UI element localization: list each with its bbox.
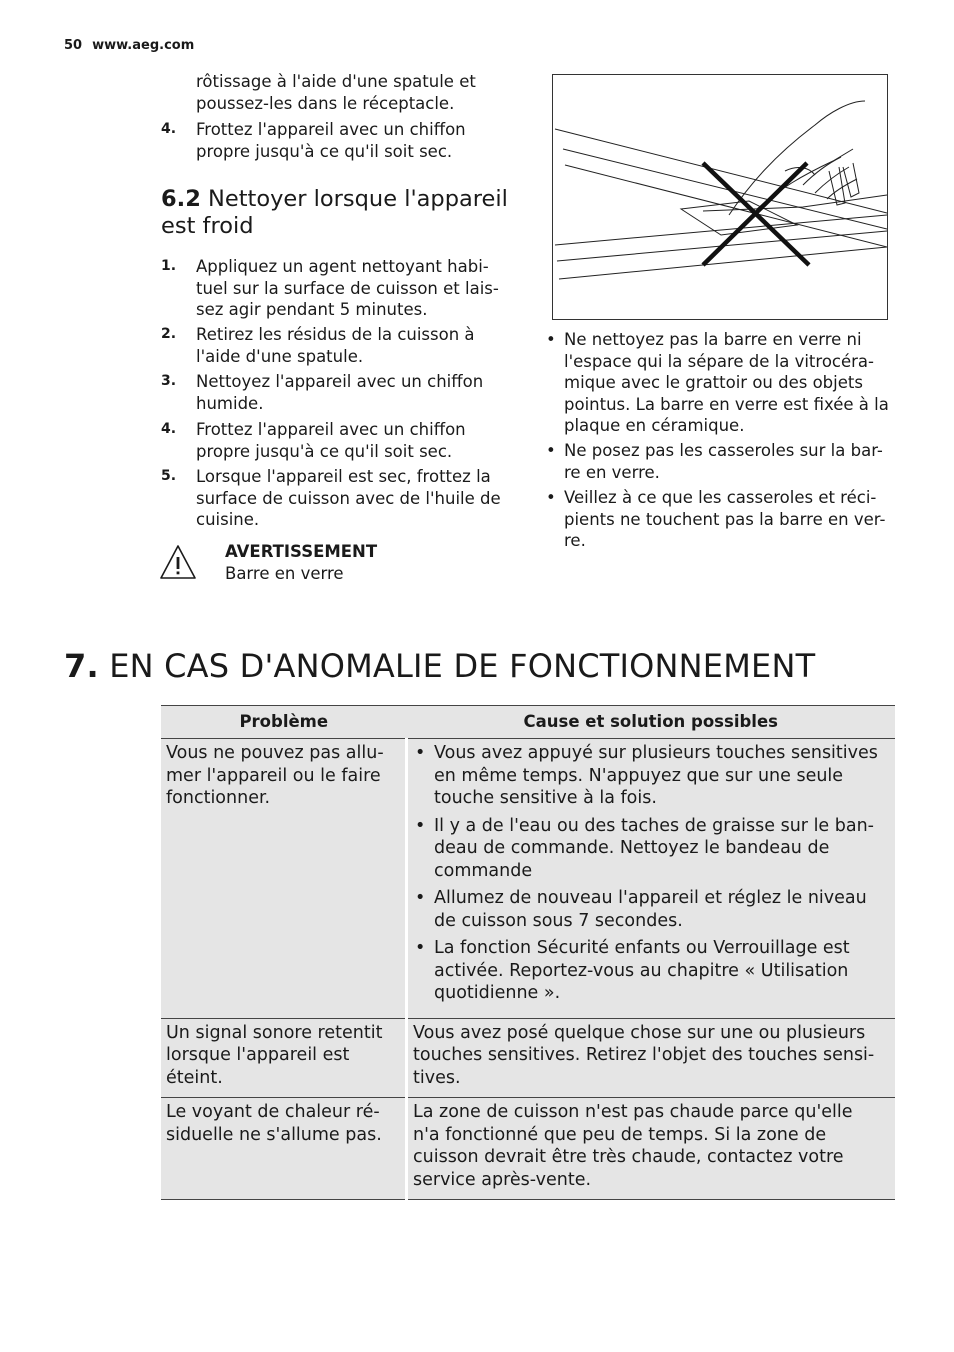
text-line: mer l'appareil ou le faire — [166, 765, 381, 786]
problem-cell — [161, 1098, 407, 1200]
step-text — [196, 256, 516, 321]
text-line: Vous ne pouvez pas allu- — [166, 743, 384, 763]
text-line: Frottez l'appareil avec un chiffon — [196, 420, 466, 439]
text-line: • Vous avez appuyé sur plusieurs touches sensitives — [434, 743, 878, 763]
text-line: Un signal sonore retentit — [166, 1022, 383, 1043]
step-number: 5. — [161, 468, 177, 484]
page-number: 50 — [64, 38, 83, 53]
text-line: cuisine. — [196, 510, 260, 529]
step-number: 4. — [161, 121, 177, 137]
text-line: propre jusqu'à ce qu'il soit sec. — [196, 441, 453, 461]
text-line: quotidienne ». — [434, 983, 561, 1003]
text-line: re. — [564, 531, 586, 550]
text-line: tuel sur la surface de cuisson et lais- — [196, 278, 499, 298]
step-text — [196, 324, 516, 367]
column-header-problem: Problème — [161, 706, 407, 739]
scraper-crossed-out-illustration — [552, 74, 888, 320]
bullet-text — [564, 440, 899, 483]
warning-title: AVERTISSEMENT — [225, 542, 378, 561]
text-line: Appliquez un agent nettoyant habi- — [196, 257, 489, 276]
troubleshooting-table — [161, 705, 895, 1200]
problem-cell — [161, 739, 407, 1019]
bullet-text — [564, 329, 899, 437]
text-line: lorsque l'appareil est — [166, 1045, 350, 1065]
scraper-crossed-out-icon — [553, 75, 887, 319]
text-line: poussez-les dans le réceptacle. — [196, 93, 455, 113]
step-number: 4. — [161, 421, 177, 437]
text-line: Le voyant de chaleur ré- — [166, 1102, 380, 1122]
table-header-row — [161, 706, 895, 739]
page-header — [64, 38, 194, 53]
text-line: tives. — [413, 1067, 461, 1088]
solution-cell — [407, 739, 896, 1019]
step-number: 1. — [161, 258, 177, 274]
text-line: pients ne touchent pas la barre en ver- — [564, 509, 886, 529]
chapter-title: EN CAS D'ANOMALIE DE FONCTIONNEMENT — [109, 647, 816, 685]
text-line: éteint. — [166, 1067, 223, 1088]
text-line: rôtissage à l'aide d'une spatule et — [196, 72, 476, 91]
intro-text — [196, 71, 516, 114]
section-number: 6.2 — [161, 186, 201, 212]
section-heading — [161, 186, 521, 240]
text-line: • Allumez de nouveau l'appareil et réglez le niveau — [434, 888, 867, 908]
section-title-line: est froid — [161, 213, 254, 239]
solution-cell — [407, 1098, 896, 1200]
text-line: plaque en céramique. — [564, 416, 745, 435]
chapter-number: 7. — [64, 647, 99, 685]
text-line: Ne nettoyez pas la barre en verre ni — [564, 330, 862, 349]
website-url[interactable]: www.aeg.com — [92, 38, 195, 53]
bullet-marker: • — [546, 441, 556, 460]
text-line: Nettoyez l'appareil avec un chiffon — [196, 372, 484, 391]
text-line: commande — [434, 860, 533, 881]
text-line: en même temps. N'appuyez que sur une seule — [434, 765, 844, 786]
step-number: 3. — [161, 373, 177, 389]
table-row — [161, 1098, 895, 1200]
table-row — [161, 1018, 895, 1098]
solution-list — [413, 742, 890, 1005]
text-line: de cuisson sous 7 secondes. — [434, 910, 683, 931]
warning-text: Barre en verre — [225, 564, 344, 583]
bullet-text — [564, 487, 899, 552]
text-line: service après-vente. — [413, 1169, 592, 1190]
step-number: 2. — [161, 326, 177, 342]
step-text — [196, 371, 516, 414]
text-line: mique avec le grattoir ou des objets — [564, 373, 863, 392]
problem-cell — [161, 1018, 407, 1098]
text-line: surface de cuisson avec de l'huile de — [196, 488, 501, 508]
text-line: • La fonction Sécurité enfants ou Verrouillage est — [434, 938, 850, 958]
text-line: Vous avez posé quelque chose sur une ou plusieurs — [413, 1022, 866, 1043]
text-line: Ne posez pas les casseroles sur la bar- — [564, 441, 883, 460]
text-line: La zone de cuisson n'est pas chaude parce qu'elle — [413, 1102, 853, 1122]
text-line: fonctionner. — [166, 788, 271, 808]
text-line: l'aide d'une spatule. — [196, 346, 364, 366]
text-line: Frottez l'appareil avec un chiffon — [196, 120, 466, 139]
text-line: cuisson devrait être très chaude, contactez votre — [413, 1147, 844, 1167]
text-line: pointus. La barre en verre est fixée à la — [564, 394, 889, 414]
text-line: propre jusqu'à ce qu'il soit sec. — [196, 141, 453, 161]
warning-triangle-icon — [159, 543, 197, 581]
section-title-line: Nettoyer lorsque l'appareil — [208, 186, 508, 212]
text-line: Veillez à ce que les casseroles et réci- — [564, 488, 877, 507]
list-item — [413, 815, 890, 883]
solution-cell — [407, 1018, 896, 1098]
text-line: siduelle ne s'allume pas. — [166, 1124, 382, 1145]
text-line: • Il y a de l'eau ou des taches de graisse sur le ban- — [434, 815, 874, 836]
list-item — [413, 742, 890, 810]
bullet-marker: • — [546, 330, 556, 349]
chapter-heading — [64, 646, 815, 686]
step-text — [196, 119, 516, 162]
column-header-solution: Cause et solution possibles — [407, 706, 896, 739]
text-line: Lorsque l'appareil est sec, frottez la — [196, 467, 491, 486]
text-line: n'a fonctionné que peu de temps. Si la zone de — [413, 1124, 827, 1145]
text-line: sez agir pendant 5 minutes. — [196, 300, 428, 319]
text-line: l'espace qui la sépare de la vitrocéra- — [564, 351, 874, 371]
text-line: Retirez les résidus de la cuisson à — [196, 325, 475, 344]
table-row — [161, 739, 895, 1019]
list-item — [413, 937, 890, 1005]
text-line: touche sensitive à la fois. — [434, 788, 657, 808]
step-text — [196, 419, 516, 462]
text-line: deau de commande. Nettoyez le bandeau de — [434, 838, 830, 858]
text-line: re en verre. — [564, 462, 660, 482]
step-text — [196, 466, 516, 531]
text-line: activée. Reportez-vous au chapitre « Utilisation — [434, 960, 849, 981]
list-item — [413, 887, 890, 932]
bullet-marker: • — [546, 488, 556, 507]
text-line: humide. — [196, 393, 264, 413]
text-line: touches sensitives. Retirez l'objet des touches sensi- — [413, 1045, 875, 1065]
